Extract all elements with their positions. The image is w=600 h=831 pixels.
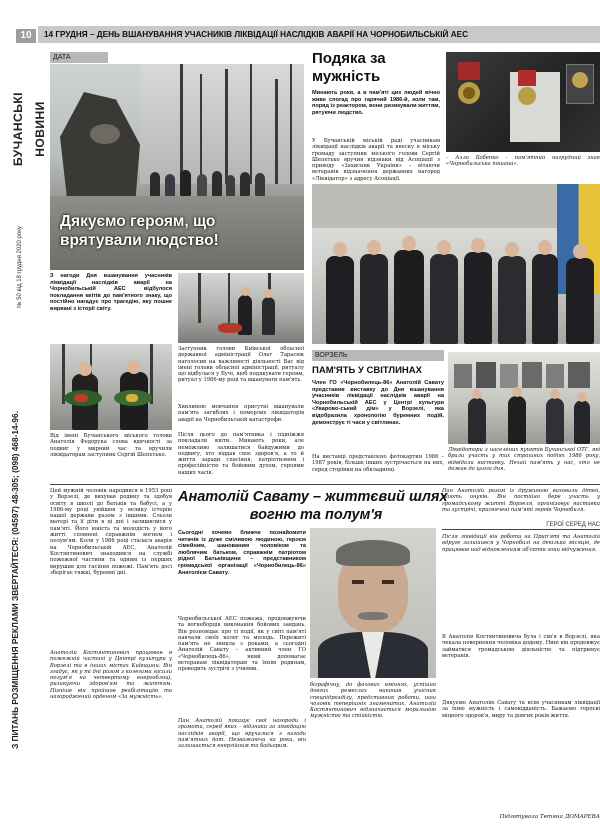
date-para-1: Від імені Бучанського міського голови Анатолія Федорука слова вдячності за подвиг у мирний час та вручили ліквідаторам заступник Сергій Шепетько. xyxy=(50,433,172,458)
feature-col1b: Анатолій Костянтинович працював в пожежній частині у Центрі культури у Ворзелі та в інших містах Київщини. Він згадує, як у ті дні разом з колегами гасили полум'я на четвертому енергоблоці, ризикуючи здоров'ям та життям. Пізніше він пройшов реабілітацію та нагороджений орденом «За мужність». xyxy=(50,650,172,701)
wreath-photo xyxy=(50,344,172,430)
section-label-vorzel: ВОРЗЕЛЬ xyxy=(312,350,444,361)
feature-col2: Чорнобильської АЕС пожежа, продовжуючи та вогнеборців виконання бойових завдань. Він розповідає про ті події, як у світі пам'яті навчали своїх колег та молодь. Пережиті пам'ять не зникла з роками, а сьогодні Анатолій Савату – активний член ГО «Чорнобилець-86», який допомагає ветеранам ліквідаторам та їхнім родинам, проводить зустрічі з учнями. xyxy=(178,616,306,673)
exhibit-title: ПАМ'ЯТЬ У СВІТЛИНАХ xyxy=(312,365,422,376)
award-photo xyxy=(446,52,600,152)
masthead: БУЧАНСЬКІ НОВИНИ xyxy=(11,92,47,167)
feature-title-line2: вогню та полум'я xyxy=(249,507,383,523)
date-lead: З нагоди Дня вшанування учасників ліквідації наслідків аварії на Чорнобильській АЕС відбулося покладання квітів до пам'ятного знаку, що постійно нагадує про трагедію, яку пошне вирвані з історії світу. xyxy=(50,273,172,312)
date-para-3: Хвилиною мовчання присутні вшанували пам'ять загиблих і померлих ліквідаторів аварії на Чорнобильській катастрофи. xyxy=(178,404,304,423)
ad-line: З ПИТАНЬ РОЗМІЩЕННЯ РЕКЛАМИ ЗВЕРТАЙТЕСЯ: (04597) 48-305; (098) 468-14-96. xyxy=(10,411,20,749)
section-label-date: ДАТА xyxy=(50,52,108,63)
feature-col4b: Після ліквідації він роботи на Прип'яті та Анатолій вдруге залишився у Чорнобилі на декілька місяців, де працював над відновленням об'єктів зони відчуження. xyxy=(442,534,600,553)
issue-line: № 50 від 18 грудня 2020 року xyxy=(17,226,23,308)
exhibit-lead: Член ГО «Чорнобилець-86» Анатолій Савату представив виставку до Дня вшанування учасників ліквідації наслідків аварії на Чорнобильській АЕС у Центрі культури «Уварово-ський дім» у Ворзелі, яка відобразила хронологію буремних подій, демонструє ті часи у світлинах. xyxy=(312,380,444,426)
exhibition-photo xyxy=(448,352,600,444)
portrait-photo xyxy=(310,528,436,678)
thanks-title: Подяка за мужність xyxy=(312,50,386,85)
memorial-photo-caption: Дякуємо героям, що врятували людство! xyxy=(60,213,219,249)
section-label-heroes: ГЕРОЇ СЕРЕД НАС xyxy=(442,520,600,530)
exhibition-caption: Ліквідатори з населених пунктів Бучанської ОТГ, які брали участь у тих страшних подіях 1986 року, відвідали виставку. Нехай пам'ять у нас, хто не дожив до цього дня. xyxy=(448,447,600,472)
divider xyxy=(50,484,600,485)
thanks-lead: Минають роки, а в пам'яті цих людей вічно живе спогад про гарячий 1986-й, коли там, поряд із реактором, вони ризикували життям, рятуючи людство. xyxy=(312,90,440,116)
feature-col1: Цей мужній чоловік народився в 1953 році у Ворзелі, де вихував родину та здобув освіту в школі до батьків та бабусі, а у 1986-му році увійшов у велику історію нашої держави разом з іншими. Сльози матері та її діти в ці дні і залишилися у пам'яті. Його юність та молодість у його житті сповнені справжнім вогнем і полум'ям. Коли у 1986 році сталася аварія на Чорнобильській АЕС, Анатолій Костянтинович знаходився на службі пожежної частини та одним із перших вирушив для гасіння пожежі. Пам'ять досі зберігає тяжкі, буремні дні. xyxy=(50,488,172,576)
award-caption: – Алла Бобенко – пам'ятний нагрудний знак «Чорнобильська пошана». xyxy=(446,155,600,168)
feature-col4c: В Анатолія Костянтиновича була і сім'я в Ворзелі, яка чекала повернення чоловіка додому. Нині він продовжує займатися громадською діяльністю та підтримує ветеранів. xyxy=(442,634,600,659)
ceremony-photo xyxy=(178,273,304,343)
thanks-body: У Бучанській міській раді учасникам ліквідації наслідків аварії та внеску в міську громаду заступник міського голови Сергій Шепетько вручив відзнаки від Асоціації з приводу «Захисник України» – вітаючи ветеранів відзначення державних нагород «Ліквідатор» з адресу Асоціації. xyxy=(312,138,440,182)
signature: Підготувала Тетяна ДОМАРЕВА xyxy=(499,814,600,820)
feature-title-line1: Анатолій Савату – життєвий шлях xyxy=(178,489,448,505)
page-number: 10 xyxy=(16,29,36,43)
exhibit-body: На виставці представлено фотокартин 1986 – 1987 років, більше інших зустрічається на них, серед сторінки на обкладинці. xyxy=(312,454,444,473)
header-title: 14 ГРУДНЯ – ДЕНЬ ВШАНУВАННЯ УЧАСНИКІВ ЛІКВІДАЦІЇ НАСЛІДКІВ АВАРІЇ НА ЧОРНОБИЛЬСЬКІЙ АЕС xyxy=(44,30,468,39)
feature-col4d: Дякуємо Анатолію Савату та всім учасникам ліквідації за їхню мужність і самовідданість. Бажаємо героєві міцного здоров'я, миру та довгих років життя. xyxy=(442,700,600,719)
feature-col4: Пан Анатолій разом із дружиною виховали дітей, мають онуків. Він постійно бере участь у громадському житті Ворзеля, організовує виставки та зустрічі, присвячені пам'яті героїв Чорнобиля. xyxy=(442,488,600,513)
feature-lead: Сьогодні хочемо ближче познайомити читачів із дуже сміливою людиною, героєм сімейним, шанованим чоловіком та люблячим батьком, справжнім патріотом рідної Батьківщини – представником громадської організації «Чорнобилець-86» Анатолієм Савату. xyxy=(178,530,306,576)
date-para-2: Заступник голови Київської обласної державної адміністрації Олег Тарасюк наголосив на важливості діяльності Вас від імені голови обласної адміністрації, ритуалу що відбулася у Бучі, щоб подякувати героям, ритуал у 1986-му році та вшанувати пам'ять. xyxy=(178,346,304,384)
date-para-4: Після цього до пам'ятника і підніжжя покладали квіти. Минають роки, але неможливо залишатися байдужими до подвигу, хто віддав своє здоров'я, а то й життя заради спасіння, патріотизмом і професійністю та бойовим духом, героями наших часів. xyxy=(178,432,304,476)
group-photo xyxy=(312,184,600,344)
feature-col2b: Пан Анатолій показує свої нагороди і грамоти, серед яких – відзнаки за ліквідацію наслідків аварії, що вручалися з нагоди пам'ятних дат. Незважаючи на роки, він залишається енергійним та бадьорим. xyxy=(178,718,306,750)
feature-col3: біграфічну, до фахових вміннях, успішно довгих ремеслах виконав учасник спецпідрозділу, представник роботи, наш чоловік теперішніх знаменитих. Анатолій Костянтинович відзначається моральною мужністю та стійкістю. xyxy=(310,682,436,720)
